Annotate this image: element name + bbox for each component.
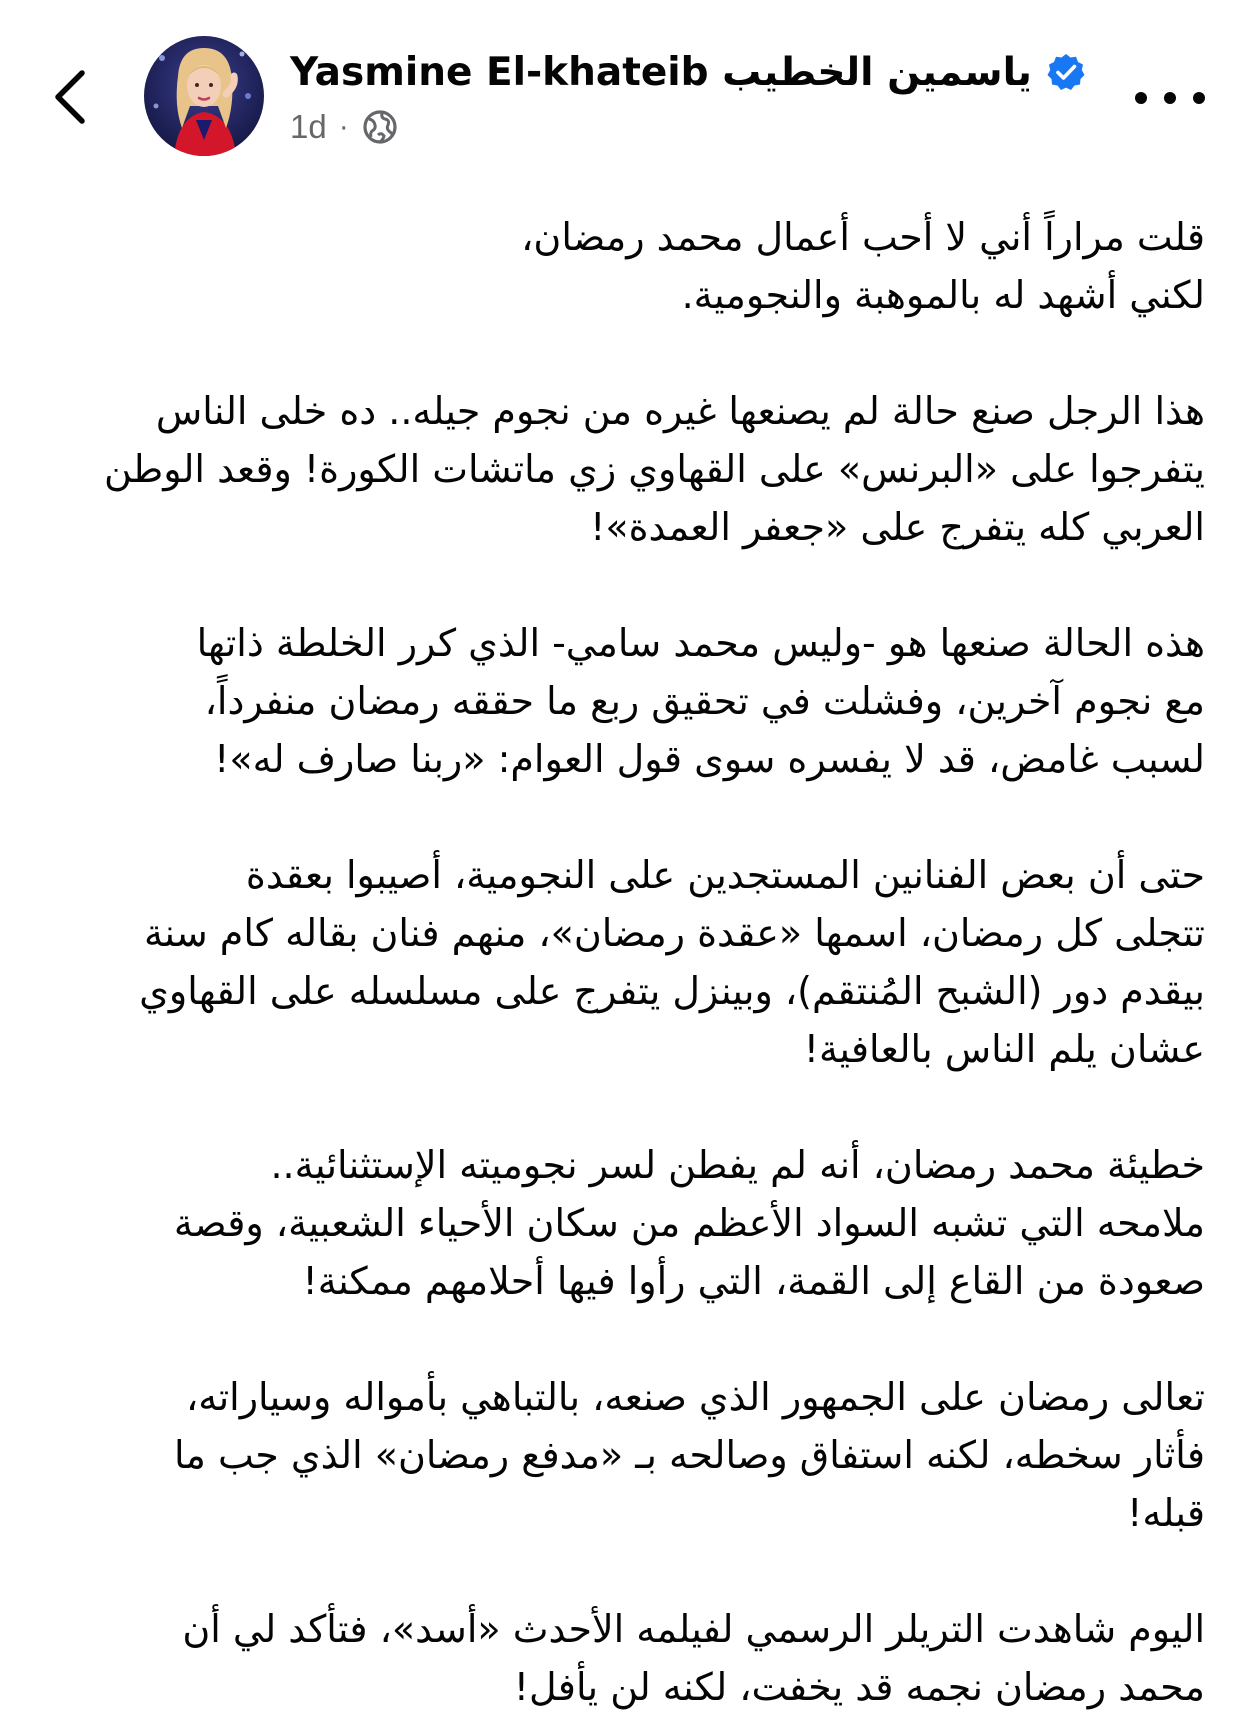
post-paragraph <box>30 846 1205 1078</box>
post-text-line: محمد رمضان نجمه قد يخفت، لكنه لن يأفل! <box>513 1665 1205 1709</box>
avatar[interactable] <box>144 36 264 156</box>
verified-badge-icon <box>1046 52 1086 92</box>
post-text-line: يتفرجوا على «البرنس» على القهاوي زي ماتشات الكورة! وقعد الوطن <box>104 447 1205 491</box>
post-text-line: هذه الحالة صنعها هو -وليس محمد سامي- الذي كرر الخلطة ذاتها <box>196 621 1205 665</box>
author-name[interactable]: Yasmine El-khateib ياسمين الخطيب <box>290 49 1032 95</box>
post-text-line: تتجلى كل رمضان، اسمها «عقدة رمضان»، منهم فنان بقاله كام سنة <box>144 911 1205 955</box>
globe-icon[interactable] <box>361 108 399 146</box>
more-options-button[interactable] <box>1135 80 1205 116</box>
post-text-line: لكني أشهد له بالموهبة والنجومية. <box>681 273 1205 317</box>
post-text-line: تعالى رمضان على الجمهور الذي صنعه، بالتباهي بأمواله وسياراته، <box>185 1375 1205 1419</box>
post-text-line: صعودة من القاع إلى القمة، التي رأوا فيها أحلامهم ممكنة! <box>302 1259 1205 1303</box>
post-text-line: اليوم شاهدت التريلر الرسمي لفيلمه الأحدث «أسد»، فتأكد لي أن <box>182 1607 1205 1651</box>
post-header <box>0 0 1242 175</box>
post-text-line: هذا الرجل صنع حالة لم يصنعها غيره من نجوم جيله.. ده خلى الناس <box>155 389 1205 433</box>
more-dot <box>1193 92 1205 104</box>
post-text-line: مع نجوم آخرين، وفشلت في تحقيق ربع ما حققه رمضان منفرداً، <box>204 679 1205 723</box>
post-paragraph <box>30 382 1205 556</box>
post-text-line: لسبب غامض، قد لا يفسره سوى قول العوام: «ربنا صارف له»! <box>214 737 1205 781</box>
post-text-line: حتى أن بعض الفنانين المستجدين على النجومية، أصيبوا بعقدة <box>245 853 1205 897</box>
author-row <box>290 42 1086 102</box>
more-dot <box>1164 92 1176 104</box>
post-text-line: خطيئة محمد رمضان، أنه لم يفطن لسر نجوميته الإستثنائية.. <box>270 1143 1205 1187</box>
post-text-line: قلت مراراً أني لا أحب أعمال محمد رمضان، <box>521 215 1205 259</box>
post-paragraph <box>30 1136 1205 1310</box>
post-paragraph <box>30 614 1205 788</box>
post-text-line: بيقدم دور (الشبح المُنتقم)، وبينزل يتفرج على مسلسله على القهاوي <box>139 969 1205 1013</box>
chevron-left-icon <box>52 67 88 127</box>
post-text-line: عشان يلم الناس بالعافية! <box>803 1027 1205 1071</box>
meta-separator: · <box>338 110 349 143</box>
post-paragraph <box>30 1600 1205 1716</box>
post-paragraph <box>30 1368 1205 1542</box>
post-text-line: قبله! <box>1127 1491 1205 1535</box>
post-meta <box>290 102 399 152</box>
post-text-line: العربي كله يتفرج على «جعفر العمدة»! <box>590 505 1205 549</box>
post-text-line: ملامحه التي تشبه السواد الأعظم من سكان الأحياء الشعبية، وقصة <box>173 1201 1205 1245</box>
profile-photo <box>144 36 264 156</box>
back-button[interactable] <box>44 62 96 132</box>
post-timestamp[interactable]: 1d <box>290 108 327 145</box>
post-paragraph <box>30 208 1205 324</box>
post-text-line: فأثار سخطه، لكنه استفاق وصالحه بـ «مدفع رمضان» الذي جب ما <box>173 1433 1205 1477</box>
post-text <box>30 208 1205 1716</box>
more-dot <box>1135 92 1147 104</box>
